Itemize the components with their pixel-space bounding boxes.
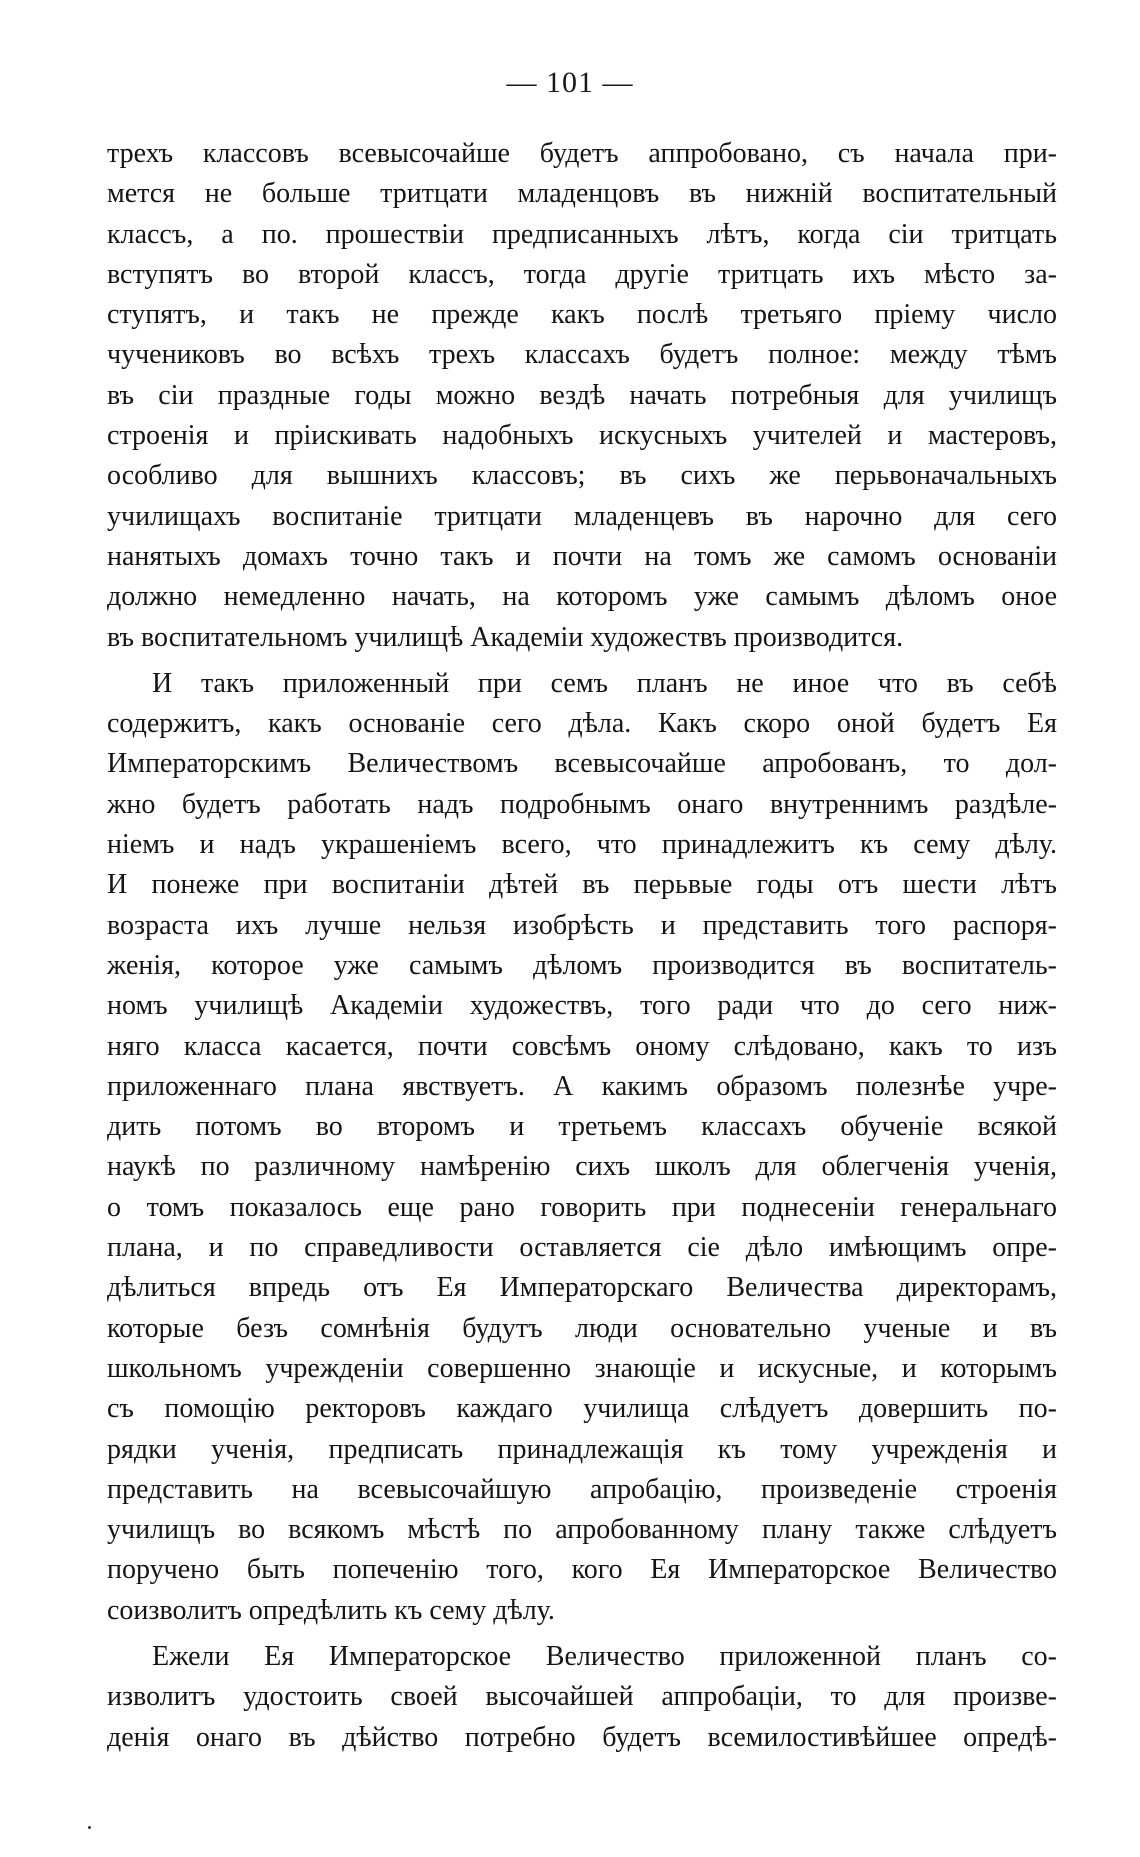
text-line: приложеннаго плана явствуетъ. А какимъ образомъ полезнѣе учре- [107,1070,1057,1102]
text-line: дѣлиться впредь отъ Ея Императорскаго Величества директорамъ, [107,1272,1057,1304]
text-line: жно будетъ работать надъ подробнымъ онаго внутреннимъ раздѣле- [107,788,1057,820]
text-line: о томъ показалось еще рано говорить при поднесеніи генеральнаго [107,1191,1057,1223]
text-line: классъ, а по. прошествіи предписанныхъ лѣтъ, когда сіи тритцать [107,218,1057,250]
text-line: И понеже при воспитаніи дѣтей въ перьвые годы отъ шести лѣтъ [107,869,1057,901]
text-line: нанятыхъ домахъ точно такъ и почти на томъ же самомъ основаніи [107,540,1057,572]
text-line: поручено быть попеченію того, кого Ея Императорское Величество [107,1554,1057,1586]
text-line: въ воспитательномъ училищѣ Академіи художествъ производится. [107,621,904,653]
paragraph [107,664,1057,1631]
print-speck [88,1826,91,1829]
text-line: женія, которое уже самымъ дѣломъ производится въ воспитатель- [107,949,1057,981]
text-line: ступятъ, и такъ не прежде какъ послѣ третьяго пріему число [107,299,1057,331]
text-line: рядки ученія, предписать принадлежащія къ тому учрежденія и [107,1433,1057,1465]
text-line: наукѣ по различному намѣренію сихъ школъ для облегченія ученія, [107,1151,1057,1183]
text-line: содержитъ, какъ основаніе сего дѣла. Какъ скоро оной будетъ Ея [107,708,1057,740]
text-line: съ помощію ректоровъ каждаго училища слѣдуетъ довершить по- [107,1393,1057,1425]
text-line: няго класса касается, почти совсѣмъ оному слѣдовано, какъ то изъ [107,1030,1057,1062]
text-line: въ сіи праздные годы можно вездѣ начать потребныя для училищъ [107,379,1057,411]
paragraph [107,1637,1057,1758]
text-line: особливо для вышнихъ классовъ; въ сихъ же перьвоначальныхъ [107,460,1057,492]
text-line: училищъ во всякомъ мѣстѣ по апробованному плану также слѣдуетъ [107,1514,1057,1546]
text-line: Ежели Ея Императорское Величество приложенной планъ со- [152,1640,1057,1672]
text-line: вступятъ во второй классъ, тогда другіе тритцать ихъ мѣсто за- [107,258,1057,290]
text-line: строенія и пріискивать надобныхъ искусныхъ учителей и мастеровъ, [107,420,1057,452]
text-line: школьномъ учрежденіи совершенно знающіе и искусные, и которымъ [107,1352,1057,1384]
text-line: мется не больше тритцати младенцовъ въ нижній воспитательный [107,178,1057,210]
text-line: плана, и по справедливости оставляется сіе дѣло имѣющимъ опре- [107,1232,1057,1264]
text-line: должно немедленно начать, на которомъ уже самымъ дѣломъ оное [107,581,1057,613]
text-line: училищахъ воспитаніе тритцати младенцевъ въ нарочно для сего [107,500,1057,532]
text-line: денія онаго въ дѣйство потребно будетъ всемилостивѣйшее опредѣ- [107,1721,1057,1753]
text-line: соизволитъ опредѣлить къ сему дѣлу. [107,1594,555,1626]
text-line: которые безъ сомнѣнія будутъ люди основательно ученые и въ [107,1312,1057,1344]
text-line: представить на всевысочайшую апробацію, произведеніе строенія [107,1473,1057,1505]
text-line: Императорскимъ Величествомъ всевысочайше апробованъ, то дол- [107,748,1057,780]
page-number: — 101 — [506,66,634,99]
text-line: чучениковъ во всѣхъ трехъ классахъ будетъ полное: между тѣмъ [107,339,1057,371]
text-line: И такъ приложенный при семъ планъ не иное что въ себѣ [152,667,1057,699]
text-line: дить потомъ во второмъ и третьемъ классахъ обученіе всякой [107,1111,1057,1143]
paragraph [107,134,1057,658]
text-line: возраста ихъ лучше нельзя изобрѣсть и представить того распоря- [107,909,1057,941]
text-line: номъ училищѣ Академіи художествъ, того ради что до сего ниж- [107,990,1057,1022]
text-line: трехъ классовъ всевысочайше будетъ аппробовано, съ начала при- [107,138,1057,169]
text-line: ніемъ и надъ украшеніемъ всего, что принадлежитъ къ сему дѣлу. [107,829,1057,861]
text-line: изволитъ удостоить своей высочайшей аппробаціи, то для произве- [107,1681,1057,1713]
body-text [107,134,1057,1758]
